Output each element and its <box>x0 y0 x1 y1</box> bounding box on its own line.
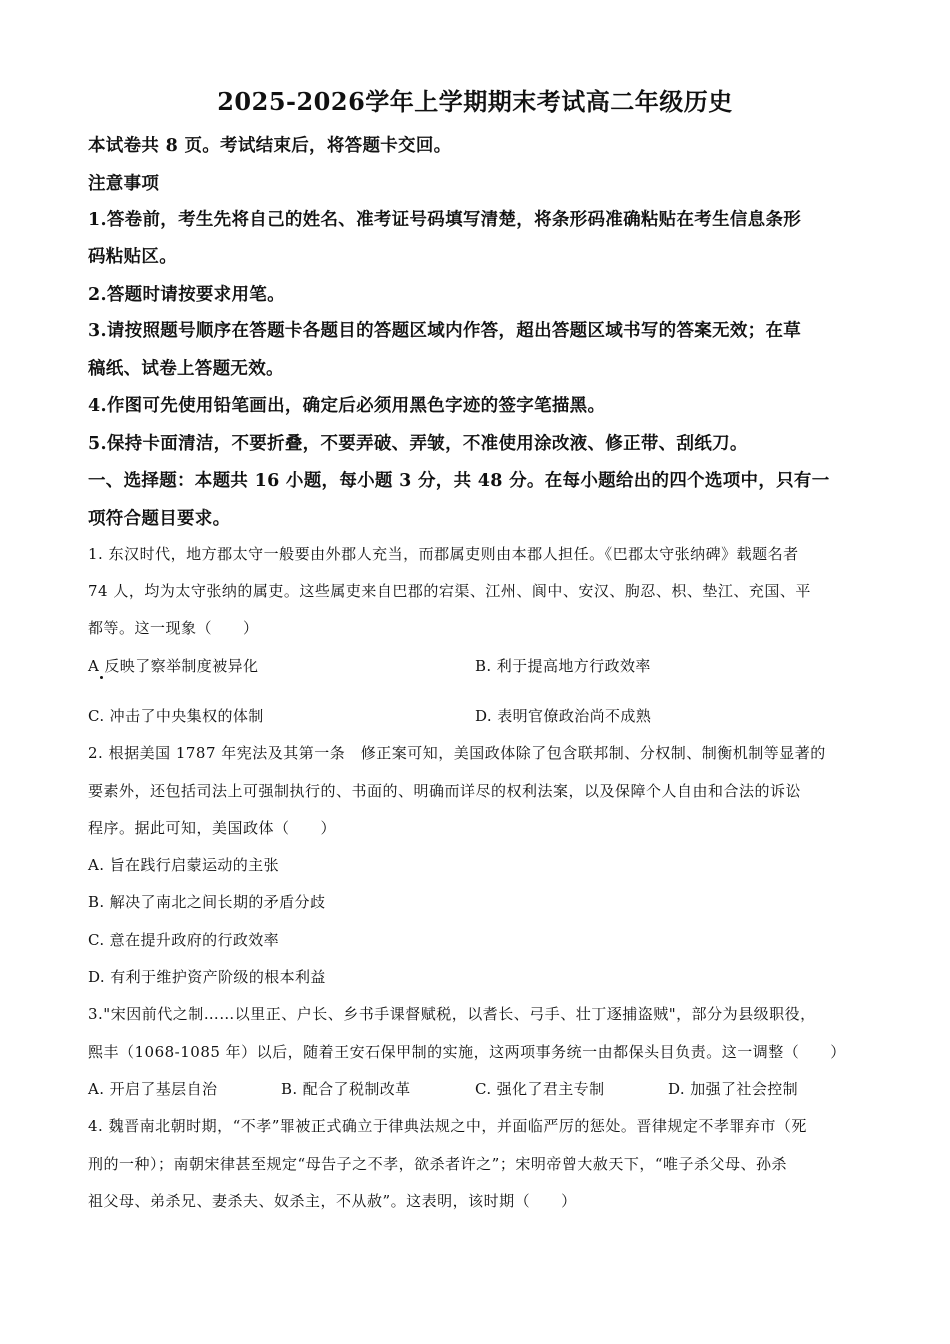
question-3-option-d: D. 加强了社会控制 <box>668 1080 799 1098</box>
question-2-option-c: C. 意在提升政府的行政效率 <box>88 931 280 949</box>
note-line: 5.保持卡面清洁，不要折叠，不要弄破、弄皱，不准使用涂改液、修正带、刮纸刀。 <box>88 434 748 454</box>
page-title: 2025-2026学年上学期期末考试高二年级历史 <box>217 87 733 116</box>
question-1-option-b: B. 利于提高地方行政效率 <box>475 657 651 675</box>
question-4-stem: 祖父母、弟杀兄、妻杀夫、奴杀主，不从赦”。这表明，该时期（ ） <box>88 1192 577 1210</box>
note-line: 2.答题时请按要求用笔。 <box>88 285 285 305</box>
question-3-option-a: A. 开启了基层自治 <box>88 1080 218 1098</box>
question-1-stem: 都等。这一现象（ ） <box>88 619 259 637</box>
question-2-option-b: B. 解决了南北之间长期的矛盾分歧 <box>88 893 326 911</box>
question-2-stem: 2. 根据美国 1787 年宪法及其第一条 修正案可知，美国政体除了包含联邦制、分权制、制衡机制等显著的 <box>88 744 826 762</box>
note-line: 1.答卷前，考生先将自己的姓名、准考证号码填写清楚，将条形码准确粘贴在考生信息条形 <box>88 210 802 230</box>
question-2-option-a: A. 旨在践行启蒙运动的主张 <box>88 856 279 874</box>
note-line: 码粘贴区。 <box>88 247 177 267</box>
question-2-option-d: D. 有利于维护资产阶级的根本利益 <box>88 968 326 986</box>
question-3-stem: 熙丰（1068-1085 年）以后，随着王安石保甲制的实施，这两项事务统一由都保头目负责。这一调整（ ） <box>88 1043 846 1061</box>
question-1-stem: 1. 东汉时代，地方郡太守一般要由外郡人充当，而郡属吏则由本郡人担任。《巴郡太守张纳碑》载题名者 <box>88 545 799 563</box>
notice-heading: 注意事项 <box>88 174 160 194</box>
note-line: 稿纸、试卷上答题无效。 <box>88 359 284 379</box>
question-4-stem: 4. 魏晋南北朝时期，“不孝”罪被正式确立于律典法规之中，并面临严厉的惩处。晋律规定不孝罪弃市（死 <box>88 1117 807 1135</box>
question-1-option-c: C. 冲击了中央集权的体制 <box>88 707 264 725</box>
question-3-option-c: C. 强化了君主专制 <box>475 1080 605 1098</box>
emphasis-dot <box>100 676 103 679</box>
question-2-stem: 程序。据此可知，美国政体（ ） <box>88 819 337 837</box>
question-3-stem: 3."宋因前代之制……以里正、户长、乡书手课督赋税，以耆长、弓手、壮丁逐捕盗贼"，部分为县级职役， <box>88 1005 816 1023</box>
note-line: 3.请按照题号顺序在答题卡各题目的答题区域内作答，超出答题区域书写的答案无效；在草 <box>88 321 802 341</box>
section-heading: 项符合题目要求。 <box>88 509 231 529</box>
question-1-option-d: D. 表明官僚政治尚不成熟 <box>475 707 652 725</box>
question-3-option-b: B. 配合了税制改革 <box>281 1080 411 1098</box>
question-1-option-a: A 反映了察举制度被异化 <box>88 657 259 675</box>
question-2-stem: 要素外，还包括司法上可强制执行的、书面的、明确而详尽的权利法案，以及保障个人自由和合法的诉讼 <box>88 782 802 800</box>
section-heading: 一、选择题：本题共 16 小题，每小题 3 分，共 48 分。在每小题给出的四个选项中，只有一 <box>88 471 830 491</box>
question-1-stem: 74 人，均为太守张纳的属吏。这些属吏来自巴郡的宕渠、江州、阆中、安汉、朐忍、枳、垫江、充国、平 <box>88 582 811 600</box>
exam-intro: 本试卷共 8 页。考试结束后，将答题卡交回。 <box>88 136 452 156</box>
note-line: 4.作图可先使用铅笔画出，确定后必须用黑色字迹的签字笔描黑。 <box>88 396 606 416</box>
question-4-stem: 刑的一种）；南朝宋律甚至规定“母告子之不孝，欲杀者许之”；宋明帝曾大赦天下，“唯子杀父母、孙杀 <box>88 1155 788 1173</box>
